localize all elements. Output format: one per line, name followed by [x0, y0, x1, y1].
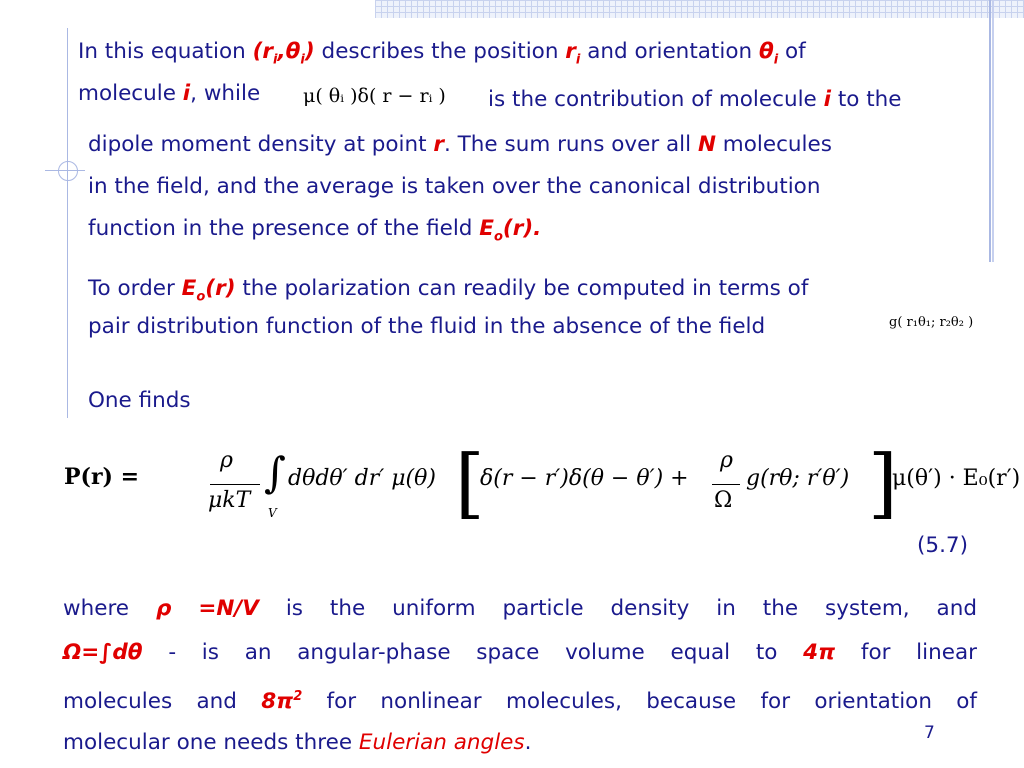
integral-sign: ∫ [264, 448, 286, 497]
para2-line1: where ρ =N/V is the uniform particle density in the system, and [63, 596, 977, 621]
integral-subscript: V [268, 506, 277, 520]
para1-line8: One finds [88, 388, 191, 413]
equation-5-7 [60, 438, 1021, 530]
right-rule-decoration [989, 0, 991, 262]
left-rule-decoration [67, 28, 68, 418]
para1-line3: dipole moment density at point r. The sum runs over all N molecules [88, 132, 832, 157]
para2-line3: molecules and $8\pi^2$ for nonlinear molecules, because for orientation of [63, 689, 977, 715]
para1-line2-end: is the contribution of molecule i to the [488, 87, 902, 112]
frac1-numerator: ρ [220, 448, 233, 473]
para2-line4: molecular one needs three Eulerian angles. [63, 730, 532, 755]
para1-line1: In this equation $(r_i,\theta_i)$ describes the position $r_i$ and orientation $\theta_i$ of [78, 39, 806, 68]
para2-line2: Ω=∫dθ - is an angular-phase space volume equal to 4π for linear [63, 640, 977, 665]
frac2-denominator: Ω [714, 488, 733, 513]
left-bracket: [ [455, 438, 485, 527]
equation-number: (5.7) [917, 533, 968, 558]
header-grid-decoration [375, 0, 1024, 18]
para1-line4: in the field, and the average is taken over the canonical distribution [88, 174, 821, 199]
dipole-density-expression: μ( θᵢ )δ( r − rᵢ ) [303, 85, 446, 107]
para1-line6: To order $E_o(r)$ the polarization can readily be computed in terms of [88, 276, 809, 305]
bracket-g-term: g(rθ; r′θ′) [746, 466, 850, 491]
equation-tail: μ(θ′) · E₀(r′) [892, 466, 1021, 491]
equation-integrand: dθdθ′ dr′ μ(θ) [288, 466, 436, 491]
crosshair-circle-decoration [58, 161, 78, 181]
page-number: 7 [924, 723, 935, 743]
frac2-bar [712, 484, 740, 485]
pair-distribution-expression: g( r₁θ₁; r₂θ₂ ) [889, 315, 974, 330]
right-rule-decoration-2 [992, 0, 994, 262]
para1-line5: function in the presence of the field $E_o(r)$. [88, 216, 542, 245]
frac1-denominator: μkT [208, 488, 251, 513]
bracket-delta-term: δ(r − r′)δ(θ − θ′) + [480, 466, 689, 491]
para1-line2-start: molecule i, while [78, 81, 261, 106]
para1-line7: pair distribution function of the fluid in the absence of the field [88, 314, 766, 339]
right-bracket: ] [868, 438, 898, 527]
equation-lhs: P(r) = [64, 464, 140, 490]
frac2-numerator: ρ [720, 448, 733, 473]
frac1-bar [210, 484, 260, 485]
